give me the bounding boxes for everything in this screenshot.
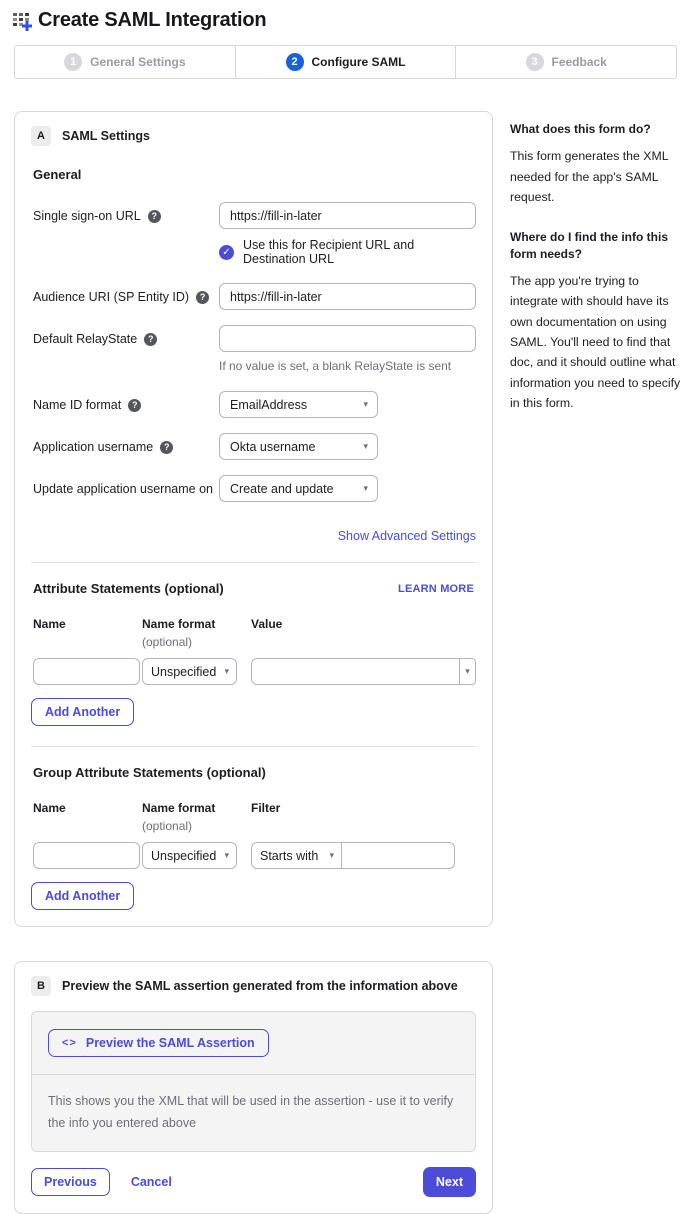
- column-name-format-optional: (optional): [142, 635, 193, 649]
- attribute-name-format-select[interactable]: Unspecified ▾: [142, 658, 237, 685]
- name-id-format-select[interactable]: EmailAddress ▾: [219, 391, 378, 418]
- previous-button[interactable]: Previous: [31, 1168, 110, 1196]
- app-username-select[interactable]: Okta username ▾: [219, 433, 378, 460]
- chevron-down-icon: ▾: [363, 483, 368, 493]
- sso-url-label: Single sign-on URL ?: [33, 202, 219, 223]
- update-username-row: [31, 475, 476, 502]
- preview-panel: [14, 961, 493, 1214]
- chevron-down-icon: ▾: [465, 666, 470, 676]
- preview-saml-assertion-button[interactable]: <> Preview the SAML Assertion: [48, 1029, 269, 1057]
- step-label: General Settings: [90, 55, 186, 69]
- relay-state-input[interactable]: [219, 325, 476, 352]
- wizard-stepper: [14, 45, 677, 79]
- help-icon[interactable]: ?: [144, 333, 157, 346]
- help-icon[interactable]: ?: [196, 291, 209, 304]
- attribute-name-input[interactable]: [33, 658, 140, 685]
- chevron-down-icon: ▾: [224, 666, 229, 676]
- attribute-statement-row: [31, 658, 476, 685]
- chevron-down-icon: ▾: [329, 850, 334, 860]
- column-name-format-optional: (optional): [142, 819, 193, 833]
- name-id-format-row: [31, 391, 476, 418]
- update-username-label: Update application username on: [33, 482, 213, 496]
- relay-state-hint: If no value is set, a blank RelayState is sent: [219, 359, 452, 373]
- column-name: Name: [33, 801, 66, 815]
- preview-description: This shows you the XML that will be used in the assertion - use it to verify the info you entered above: [48, 1094, 454, 1130]
- add-another-group-attribute-button[interactable]: Add Another: [31, 882, 134, 910]
- attribute-value-dropdown-button[interactable]: [459, 658, 476, 685]
- divider: [31, 562, 476, 563]
- step-general-settings[interactable]: [15, 46, 236, 78]
- group-attribute-filter-select[interactable]: Starts with ▾: [251, 842, 342, 869]
- step-feedback[interactable]: [456, 46, 676, 78]
- page-header: [0, 0, 691, 32]
- attribute-statements-headers: [31, 617, 476, 649]
- step-configure-saml[interactable]: [236, 46, 457, 78]
- app-username-row: [31, 433, 476, 460]
- saml-settings-panel: [14, 111, 493, 927]
- help-icon[interactable]: ?: [160, 441, 173, 454]
- step-number-badge: 2: [286, 53, 304, 71]
- preview-box: [31, 1011, 476, 1152]
- group-attribute-statements-title: Group Attribute Statements (optional): [33, 765, 266, 780]
- step-number-badge: 1: [64, 53, 82, 71]
- code-icon: <>: [62, 1037, 77, 1049]
- add-another-attribute-button[interactable]: Add Another: [31, 698, 134, 726]
- sso-url-row: [31, 202, 476, 266]
- cancel-link[interactable]: Cancel: [130, 1174, 172, 1189]
- learn-more-link[interactable]: LEARN MORE: [398, 582, 474, 595]
- name-id-format-label: Name ID format ?: [33, 391, 219, 412]
- column-name-format: Name format (optional): [142, 617, 251, 649]
- column-name-format: Name format (optional): [142, 801, 251, 833]
- panel-a-title: SAML Settings: [62, 129, 150, 143]
- divider: [31, 746, 476, 747]
- group-attribute-name-format-select[interactable]: Unspecified ▾: [142, 842, 237, 869]
- help-heading: What does this form do?: [510, 122, 651, 136]
- group-attribute-filter-value-input[interactable]: [342, 842, 455, 869]
- help-icon[interactable]: ?: [128, 399, 141, 412]
- chevron-down-icon: ▾: [224, 850, 229, 860]
- section-a-badge: A: [31, 126, 51, 146]
- audience-uri-label: Audience URI (SP Entity ID) ?: [33, 283, 219, 304]
- next-button[interactable]: Next: [423, 1167, 476, 1197]
- show-advanced-settings-link[interactable]: Show Advanced Settings: [337, 529, 476, 543]
- help-sidebar: [510, 111, 685, 436]
- help-icon[interactable]: ?: [148, 210, 161, 223]
- section-b-badge: B: [31, 976, 51, 996]
- page-title: Create SAML Integration: [38, 9, 267, 31]
- attribute-value-input[interactable]: [251, 658, 459, 685]
- wizard-footer: [31, 1167, 476, 1197]
- recipient-url-checkbox[interactable]: ✓: [219, 245, 234, 260]
- sso-url-input[interactable]: [219, 202, 476, 229]
- relay-state-label: Default RelayState ?: [33, 325, 219, 346]
- general-heading: General: [33, 167, 82, 182]
- group-attribute-statement-row: [31, 842, 476, 869]
- help-body: This form generates the XML needed for the app's SAML request.: [510, 149, 669, 204]
- step-label: Feedback: [551, 55, 607, 69]
- help-body: The app you're trying to integrate with should have its own documentation on using SAML. You'll need to find that doc, and it should outline what information you need to specify in this form.: [510, 273, 681, 411]
- app-username-label: Application username ?: [33, 433, 219, 454]
- column-name: Name: [33, 617, 66, 631]
- recipient-url-checkbox-label: Use this for Recipient URL and Destination URL: [243, 238, 415, 266]
- audience-uri-input[interactable]: [219, 283, 476, 310]
- add-application-icon: [12, 10, 34, 32]
- update-username-select[interactable]: Create and update ▾: [219, 475, 378, 502]
- panel-b-title: Preview the SAML assertion generated from the information above: [62, 979, 458, 993]
- help-heading: Where do I find the info this form needs?: [510, 230, 668, 261]
- step-number-badge: 3: [526, 53, 544, 71]
- column-value: Value: [251, 617, 283, 631]
- chevron-down-icon: ▾: [363, 441, 368, 451]
- group-attribute-name-input[interactable]: [33, 842, 140, 869]
- group-attribute-statements-headers: [31, 801, 476, 833]
- chevron-down-icon: ▾: [363, 399, 368, 409]
- attribute-statements-title: Attribute Statements (optional): [33, 581, 224, 596]
- column-filter: Filter: [251, 801, 281, 815]
- step-label: Configure SAML: [311, 55, 406, 69]
- relay-state-row: [31, 325, 476, 373]
- audience-uri-row: [31, 283, 476, 310]
